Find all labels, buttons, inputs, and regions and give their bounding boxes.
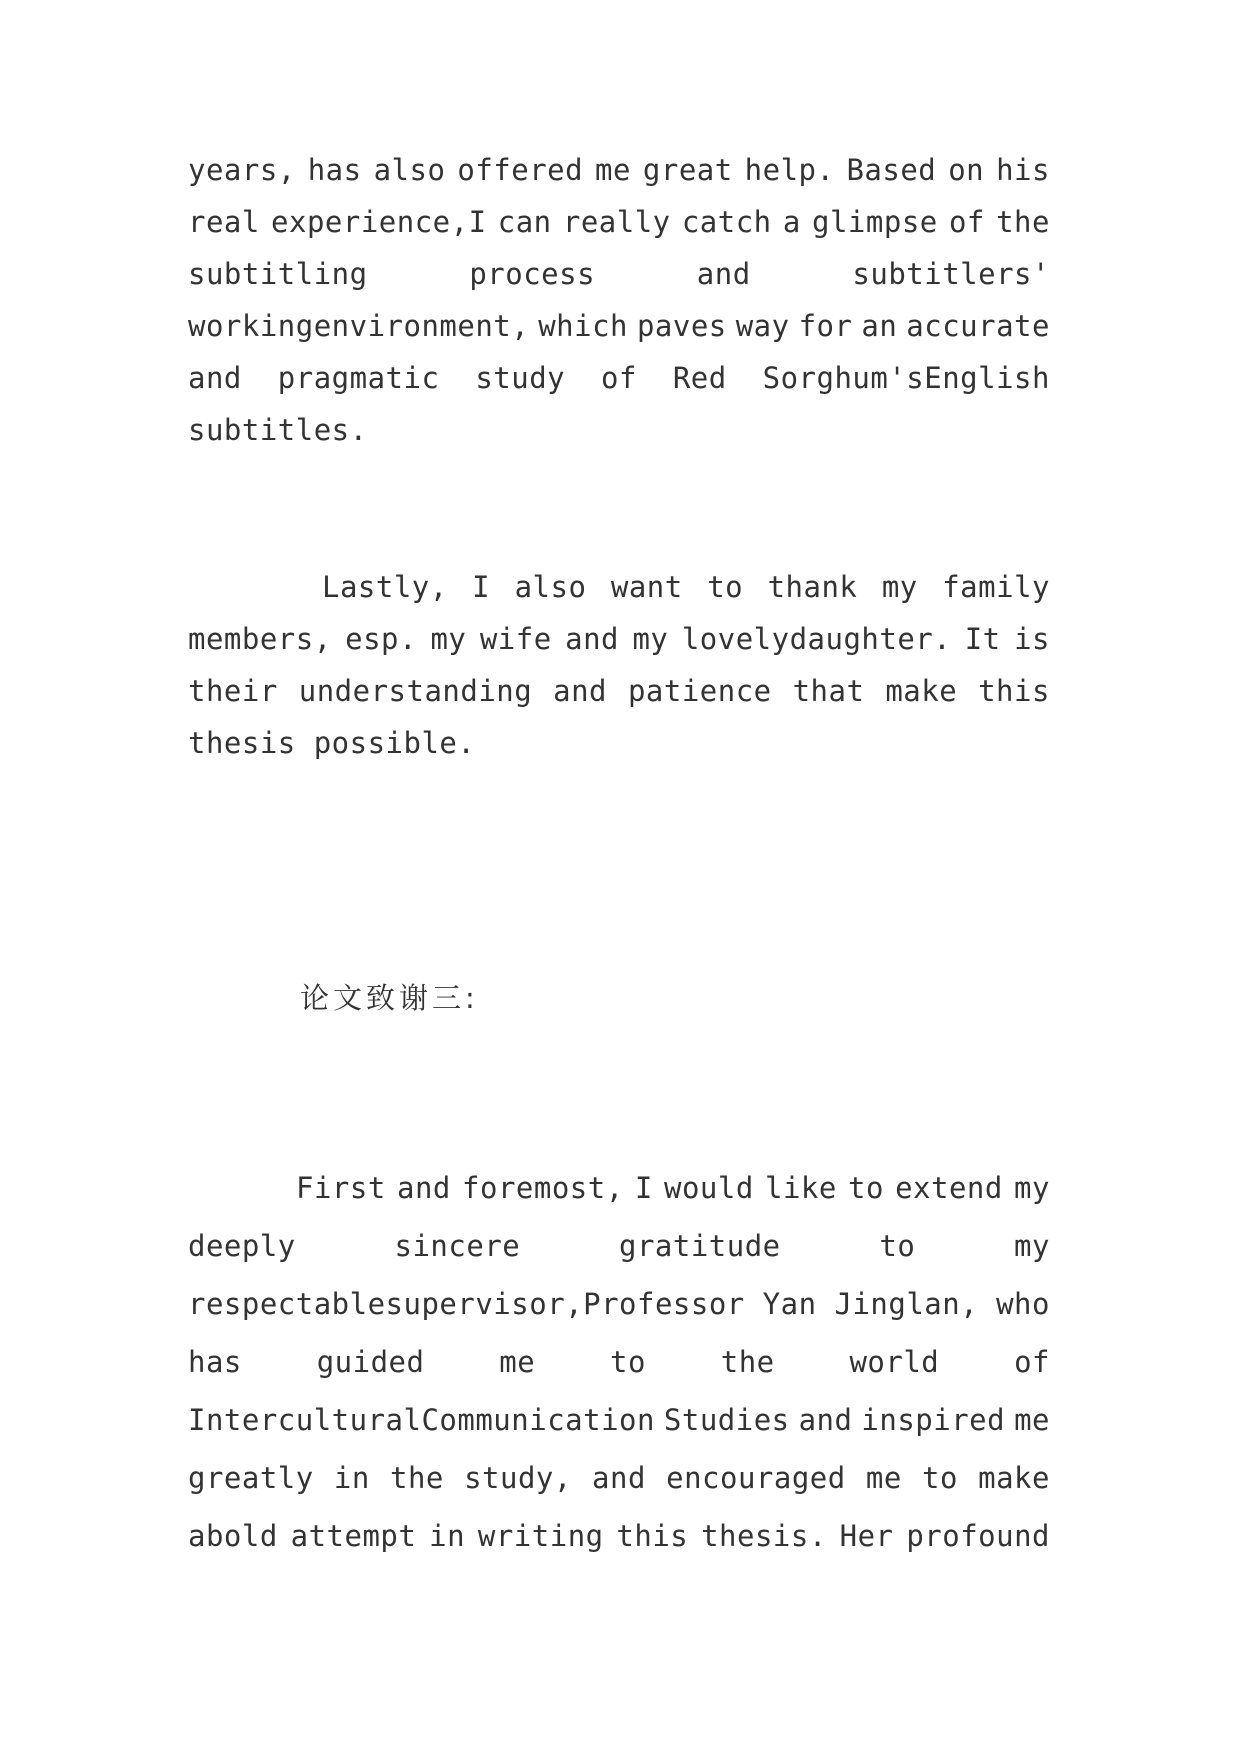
word: subtitlers' — [852, 257, 1050, 291]
word: Based — [846, 153, 937, 187]
word: understanding — [298, 674, 533, 708]
word: I — [634, 1171, 653, 1205]
word: really — [562, 205, 671, 239]
word: Studies — [663, 1403, 790, 1437]
word: in — [429, 1519, 466, 1553]
word: and — [565, 622, 619, 656]
word: offered — [457, 153, 584, 187]
word: Jinglan, — [834, 1287, 979, 1321]
word: pragmatic — [277, 361, 440, 395]
word: my — [881, 570, 918, 604]
p1-line-2 — [188, 202, 1050, 242]
p3-line-3 — [188, 1284, 1050, 1324]
word: and — [396, 1171, 451, 1205]
word: the — [996, 205, 1050, 239]
word: this — [616, 1519, 689, 1553]
word: the — [390, 1461, 444, 1495]
section-heading: 论文致谢三: — [300, 981, 479, 1015]
word: experience,I — [271, 205, 487, 239]
word: can — [497, 205, 552, 239]
word: It — [964, 622, 1001, 656]
word: patience — [627, 674, 772, 708]
word: on — [948, 153, 985, 187]
word: thank — [767, 570, 858, 604]
word: workingenvironment, — [188, 309, 530, 343]
word: Sorghum'sEnglish — [762, 361, 1050, 395]
p1-line-1 — [188, 150, 1050, 190]
word: First — [296, 1171, 386, 1205]
word: me — [1014, 1403, 1050, 1437]
p1-line-4 — [188, 306, 1050, 346]
word: way — [735, 309, 790, 343]
p3-line-4 — [188, 1342, 1050, 1382]
word: the — [720, 1345, 775, 1379]
word: real — [188, 205, 260, 239]
word: make — [978, 1461, 1050, 1495]
word: is — [1014, 622, 1050, 656]
word: to — [879, 1229, 916, 1263]
word: who — [996, 1287, 1050, 1321]
p2-line-3 — [188, 671, 1050, 711]
word: encouraged — [666, 1461, 846, 1495]
word: process — [469, 257, 596, 291]
word: of — [601, 361, 637, 395]
word: wife — [479, 622, 552, 656]
word: foremost, — [462, 1171, 624, 1205]
word: and — [798, 1403, 853, 1437]
word: inspired — [861, 1403, 1006, 1437]
word: Lastly, — [322, 570, 448, 604]
word: his — [996, 153, 1050, 187]
word: also — [373, 153, 446, 187]
word: a — [782, 205, 801, 239]
word: me — [499, 1345, 536, 1379]
word: and — [696, 257, 751, 291]
p1-line-5 — [188, 358, 1050, 398]
p3-line-2 — [188, 1226, 1050, 1266]
word: Red — [672, 361, 727, 395]
word: gratitude — [618, 1229, 781, 1263]
word: that — [792, 674, 865, 708]
word: guided — [316, 1345, 425, 1379]
word: for — [798, 309, 853, 343]
word: like — [764, 1171, 837, 1205]
p2-line-2 — [188, 619, 1050, 659]
word: an — [861, 309, 898, 343]
word: to — [848, 1171, 884, 1205]
word: subtitling — [188, 257, 368, 291]
word: and — [188, 361, 242, 395]
word: world — [849, 1345, 940, 1379]
word: me — [595, 153, 631, 187]
word: study — [475, 361, 566, 395]
word: my — [430, 622, 467, 656]
word: sincere — [394, 1229, 521, 1263]
word: paves — [636, 309, 727, 343]
word: me — [865, 1461, 902, 1495]
word: extend — [895, 1171, 1003, 1205]
word: their — [188, 674, 278, 708]
word: in — [333, 1461, 370, 1495]
word: would — [664, 1171, 754, 1205]
word: also — [514, 570, 587, 604]
word: deeply — [188, 1229, 296, 1263]
p3-line-7 — [188, 1516, 1050, 1556]
word: attempt — [290, 1519, 417, 1553]
word: and — [592, 1461, 646, 1495]
word: and — [553, 674, 608, 708]
word: InterculturalCommunication — [188, 1403, 655, 1437]
word: family — [942, 570, 1050, 604]
word: great — [642, 153, 733, 187]
word: study, — [464, 1461, 572, 1495]
word: Her — [839, 1519, 894, 1553]
word: help. — [744, 153, 835, 187]
word: glimpse — [812, 205, 938, 239]
p3-line-1 — [296, 1168, 1050, 1208]
word: esp. — [345, 622, 417, 656]
word: to — [610, 1345, 646, 1379]
word: I — [472, 570, 491, 604]
word: my — [1014, 1229, 1050, 1263]
p1-line-3 — [188, 254, 1050, 294]
word: lovelydaughter. — [681, 622, 952, 656]
word: writing — [477, 1519, 604, 1553]
p2-line-1 — [322, 567, 1050, 607]
word: has — [188, 1345, 242, 1379]
word: greatly — [188, 1461, 314, 1495]
word: has — [307, 153, 362, 187]
p2-line-4: thesis possible. — [188, 726, 476, 760]
word: which — [538, 309, 628, 343]
word: my — [632, 622, 669, 656]
word: abold — [188, 1519, 278, 1553]
word: members, — [188, 622, 332, 656]
word: my — [1014, 1171, 1050, 1205]
word: of — [1014, 1345, 1050, 1379]
word: years, — [188, 153, 296, 187]
word: to — [922, 1461, 958, 1495]
p1-line-6: subtitles. — [188, 413, 368, 447]
word: want — [610, 570, 683, 604]
word: profound — [906, 1519, 1050, 1553]
word: of — [948, 205, 985, 239]
word: catch — [681, 205, 772, 239]
word: make — [885, 674, 958, 708]
p3-line-5 — [188, 1400, 1050, 1440]
word: to — [707, 570, 744, 604]
word: thesis. — [701, 1519, 827, 1553]
word: accurate — [906, 309, 1050, 343]
word: this — [978, 674, 1050, 708]
word: Yan — [762, 1287, 817, 1321]
word: respectablesupervisor,Professor — [188, 1287, 745, 1321]
p3-line-6 — [188, 1458, 1050, 1498]
